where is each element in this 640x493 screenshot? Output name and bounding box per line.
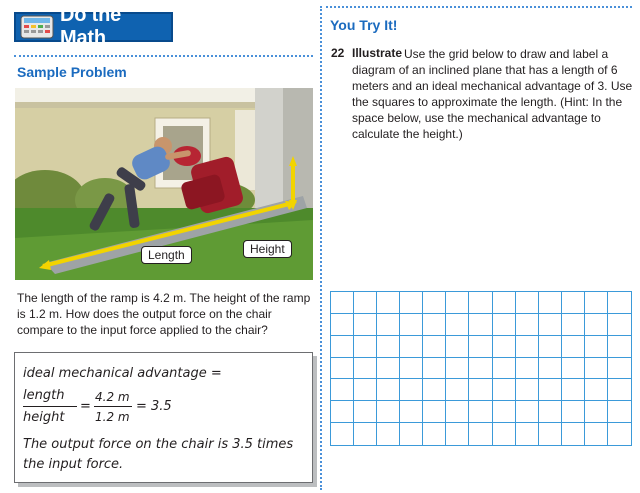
sample-problem-heading: Sample Problem: [17, 64, 127, 80]
grid-square[interactable]: [608, 292, 631, 314]
grid-square[interactable]: [539, 292, 562, 314]
fraction-4-2m: 4.2 m: [95, 390, 130, 404]
problem-text: The length of the ramp is 4.2 m. The height of the ramp is 1.2 m. How does the output force on the chair compare to the input force applied to the chair?: [17, 291, 311, 337]
worked-solution-box: [14, 352, 313, 483]
grid-square[interactable]: [585, 379, 608, 401]
grid-square[interactable]: [331, 379, 354, 401]
grid-square[interactable]: [400, 292, 423, 314]
grid-square[interactable]: [400, 379, 423, 401]
do-the-math-banner: [14, 4, 173, 49]
grid-square[interactable]: [585, 358, 608, 380]
grid-square[interactable]: [446, 423, 469, 445]
grid-square[interactable]: [493, 292, 516, 314]
grid-square[interactable]: [516, 423, 539, 445]
grid-square[interactable]: [539, 358, 562, 380]
grid-square[interactable]: [469, 379, 492, 401]
grid-square[interactable]: [562, 423, 585, 445]
task-instructions: Use the grid below to draw and label a diagram of an inclined plane that has a length of 6 meters and an ideal mechanical advantage of 3. Use the squares to approximate the length. (Hint: In the space below, use the mechanical advantage to calculate the height.): [352, 47, 633, 141]
fraction-bar-1: [23, 406, 77, 407]
solution-line-1: ideal mechanical advantage =: [23, 366, 222, 381]
grid-square[interactable]: [377, 292, 400, 314]
grid-square[interactable]: [331, 314, 354, 336]
fraction-1-2m: 1.2 m: [95, 410, 130, 424]
grid-square[interactable]: [585, 292, 608, 314]
grid-square[interactable]: [331, 401, 354, 423]
grid-square[interactable]: [446, 358, 469, 380]
grid-square[interactable]: [469, 358, 492, 380]
grid-square[interactable]: [469, 423, 492, 445]
grid-square[interactable]: [539, 336, 562, 358]
grid-square[interactable]: [585, 314, 608, 336]
grid-square[interactable]: [493, 423, 516, 445]
grid-square[interactable]: [423, 423, 446, 445]
grid-square[interactable]: [377, 423, 400, 445]
grid-square[interactable]: [562, 292, 585, 314]
solution-line-4: the input force.: [23, 457, 124, 472]
grid-square[interactable]: [446, 314, 469, 336]
grid-square[interactable]: [516, 379, 539, 401]
grid-square[interactable]: [377, 401, 400, 423]
grid-square[interactable]: [608, 423, 631, 445]
grid-square[interactable]: [354, 292, 377, 314]
grid-square[interactable]: [331, 358, 354, 380]
fraction-bar-2: [94, 406, 132, 407]
divider-dotted-top-left: [14, 55, 313, 57]
grid-square[interactable]: [354, 314, 377, 336]
grid-square[interactable]: [608, 314, 631, 336]
grid-square[interactable]: [493, 314, 516, 336]
column-divider: [320, 6, 322, 490]
divider-dotted-top-right: [326, 6, 632, 8]
grid-square[interactable]: [331, 292, 354, 314]
fraction-length: length: [23, 388, 65, 403]
banner-title: Do the Math: [60, 4, 122, 49]
grid-square[interactable]: [423, 292, 446, 314]
grid-square[interactable]: [377, 336, 400, 358]
grid-square[interactable]: [493, 336, 516, 358]
grid-square[interactable]: [585, 423, 608, 445]
drawing-grid[interactable]: [330, 291, 632, 446]
grid-square[interactable]: [423, 401, 446, 423]
height-label: Height: [243, 240, 292, 258]
grid-square[interactable]: [562, 314, 585, 336]
grid-square[interactable]: [446, 336, 469, 358]
grid-square[interactable]: [423, 314, 446, 336]
grid-square[interactable]: [446, 401, 469, 423]
grid-square[interactable]: [493, 358, 516, 380]
grid-square[interactable]: [400, 336, 423, 358]
fraction-height: height: [23, 410, 65, 425]
grid-square[interactable]: [400, 314, 423, 336]
grid-square[interactable]: [562, 358, 585, 380]
grid-square[interactable]: [608, 358, 631, 380]
grid-square[interactable]: [423, 336, 446, 358]
task-verb: Illustrate: [352, 46, 403, 60]
grid-square[interactable]: [400, 358, 423, 380]
grid-square[interactable]: [516, 401, 539, 423]
grid-square[interactable]: [539, 423, 562, 445]
length-label: Length: [141, 246, 192, 264]
grid-square[interactable]: [446, 379, 469, 401]
grid-square[interactable]: [585, 336, 608, 358]
grid-square[interactable]: [400, 401, 423, 423]
task-number: 22: [331, 46, 345, 60]
calculator-icon: [20, 15, 54, 39]
grid-square[interactable]: [423, 358, 446, 380]
grid-square[interactable]: [446, 292, 469, 314]
grid-square[interactable]: [469, 314, 492, 336]
grid-square[interactable]: [423, 379, 446, 401]
grid-square[interactable]: [354, 423, 377, 445]
grid-square[interactable]: [354, 401, 377, 423]
grid-square[interactable]: [516, 314, 539, 336]
solution-line-3: The output force on the chair is 3.5 times: [23, 437, 294, 452]
result-3-5: = 3.5: [136, 399, 172, 414]
grid-square[interactable]: [562, 336, 585, 358]
grid-square[interactable]: [516, 336, 539, 358]
grid-square[interactable]: [608, 401, 631, 423]
grid-square[interactable]: [400, 423, 423, 445]
ramp-photo: [15, 88, 313, 280]
grid-square[interactable]: [331, 423, 354, 445]
grid-square[interactable]: [516, 292, 539, 314]
equals-sign-1: =: [80, 399, 91, 414]
grid-square[interactable]: [354, 358, 377, 380]
grid-square[interactable]: [354, 336, 377, 358]
grid-square[interactable]: [469, 336, 492, 358]
grid-square[interactable]: [562, 379, 585, 401]
grid-square[interactable]: [493, 379, 516, 401]
grid-square[interactable]: [331, 336, 354, 358]
grid-square[interactable]: [377, 358, 400, 380]
grid-square[interactable]: [539, 314, 562, 336]
grid-square[interactable]: [469, 401, 492, 423]
grid-square[interactable]: [539, 401, 562, 423]
grid-square[interactable]: [516, 358, 539, 380]
grid-square[interactable]: [608, 336, 631, 358]
grid-square[interactable]: [562, 401, 585, 423]
grid-square[interactable]: [354, 379, 377, 401]
grid-square[interactable]: [493, 401, 516, 423]
grid-square[interactable]: [539, 379, 562, 401]
grid-square[interactable]: [377, 379, 400, 401]
you-try-it-heading: You Try It!: [330, 17, 398, 33]
grid-square[interactable]: [608, 379, 631, 401]
grid-square[interactable]: [585, 401, 608, 423]
grid-square[interactable]: [377, 314, 400, 336]
grid-square[interactable]: [469, 292, 492, 314]
